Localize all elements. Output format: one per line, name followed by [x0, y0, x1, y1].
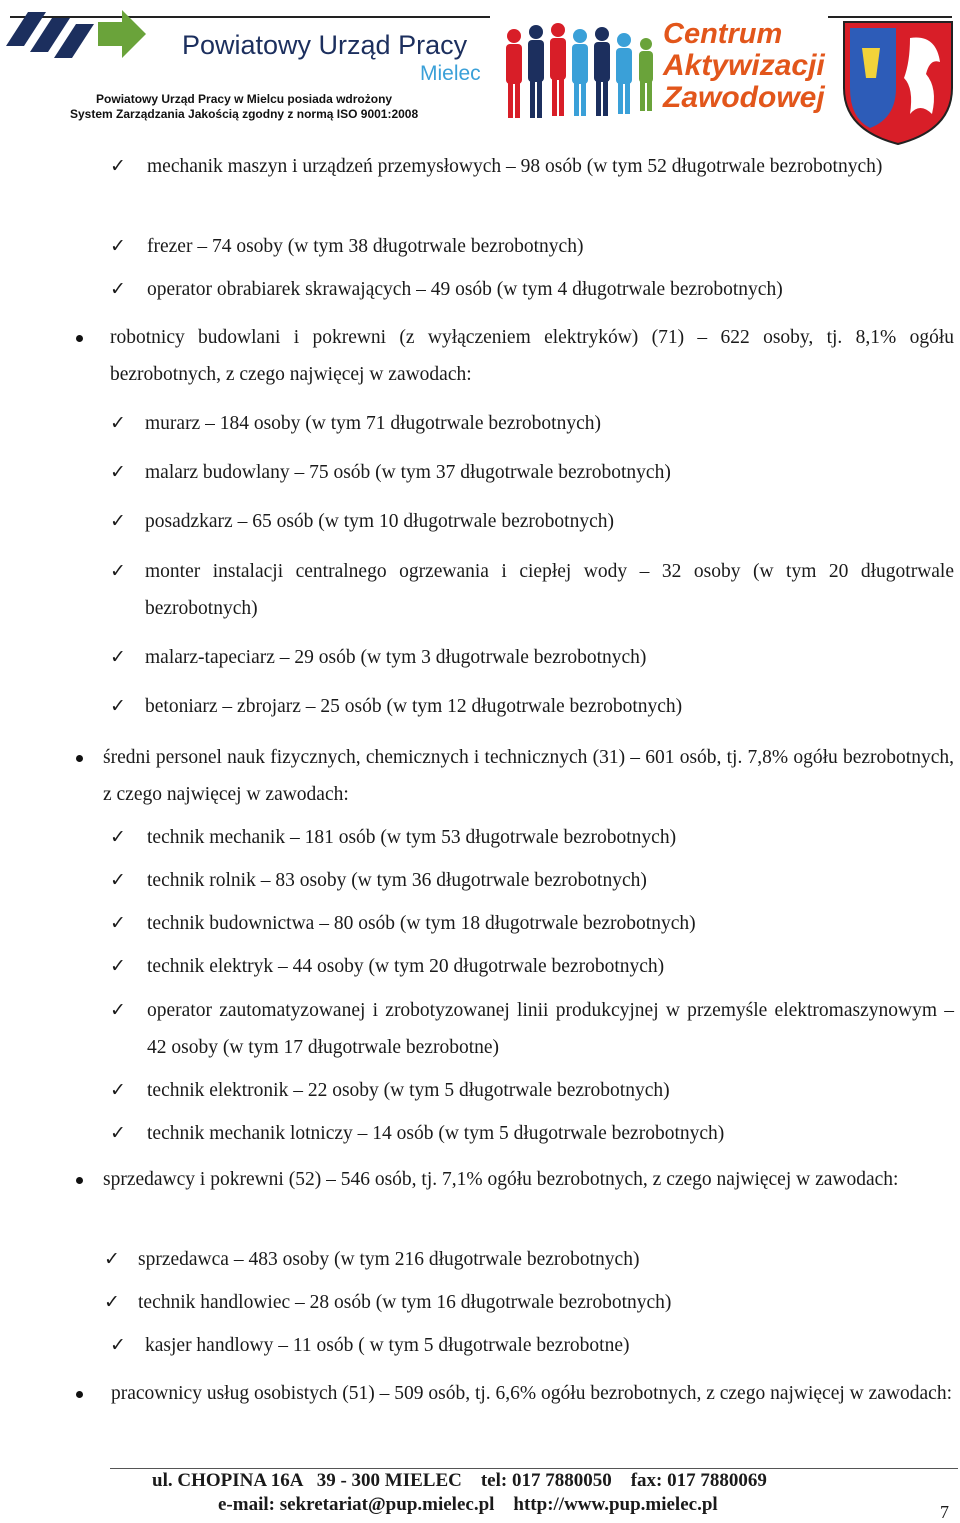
- checkmark-icon: ✓: [110, 912, 126, 934]
- list-item-text: pracownicy usług osobistych (51) – 509 osób, tj. 6,6% ogółu bezrobotnych, z czego najwięcej w zawodach:: [111, 1383, 952, 1404]
- checkmark-icon: ✓: [110, 560, 126, 582]
- list-item-text: betoniarz – zbrojarz – 25 osób (w tym 12 długotrwale bezrobotnych): [145, 696, 683, 717]
- list-item-text: mechanik maszyn i urządzeń przemysłowych – 98 osób (w tym 52 długotrwale bezrobotnych): [147, 156, 883, 177]
- iso-line-1: Powiatowy Urząd Pracy w Mielcu posiada wdrożony: [96, 92, 393, 106]
- list-item-text: średni personel nauk fizycznych, chemicznych i technicznych (31) – 601 osób, tj. 7,8% ogółu bezrobotnych, z czego najwięcej w zawodach:: [103, 747, 954, 805]
- footer-rule: [110, 1468, 958, 1469]
- caz-logo: [663, 18, 825, 114]
- footer-contact: e-mail: sekretariat@pup.mielec.pl http://www.pup.mielec.pl: [218, 1494, 718, 1515]
- checkmark-icon: ✓: [110, 1334, 126, 1356]
- caz-line-3: Zawodowej: [663, 81, 825, 114]
- checkmark-icon: ✓: [110, 278, 126, 300]
- checkmark-icon: ✓: [110, 1122, 126, 1144]
- checkmark-icon: ✓: [104, 1291, 120, 1313]
- list-item-text: malarz-tapeciarz – 29 osób (w tym 3 długotrwale bezrobotnych): [145, 647, 647, 668]
- checkmark-icon: ✓: [110, 1079, 126, 1101]
- checkmark-icon: ✓: [110, 510, 126, 532]
- coat-of-arms-icon: [840, 18, 956, 146]
- checkmark-icon: ✓: [110, 461, 126, 483]
- list-item-text: technik elektryk – 44 osoby (w tym 20 długotrwale bezrobotnych): [147, 956, 665, 977]
- caz-line-1: Centrum: [663, 18, 783, 50]
- caz-line-2: Aktywizacji: [663, 49, 825, 82]
- list-item-text: posadzkarz – 65 osób (w tym 10 długotrwale bezrobotnych): [145, 511, 614, 532]
- list-item-text: robotnicy budowlani i pokrewni (z wyłączeniem elektryków) (71) – 622 osoby, tj. 8,1% ogółu bezrobotnych, z czego najwięcej w zawodach:: [110, 327, 954, 385]
- bullet-icon: [76, 1391, 83, 1398]
- checkmark-icon: ✓: [110, 695, 126, 717]
- list-item-text: monter instalacji centralnego ogrzewania i ciepłej wody – 32 osoby (w tym 20 długotrwale bezrobotnych): [145, 561, 954, 619]
- list-item-text: technik rolnik – 83 osoby (w tym 36 długotrwale bezrobotnych): [147, 870, 647, 891]
- checkmark-icon: ✓: [110, 412, 126, 434]
- list-item-text: kasjer handlowy – 11 osób ( w tym 5 długotrwale bezrobotne): [145, 1335, 630, 1356]
- bullet-icon: [76, 1177, 83, 1184]
- iso-statement: [70, 92, 418, 122]
- footer-address: ul. CHOPINA 16A 39 - 300 MIELEC tel: 017 7880050 fax: 017 7880069: [152, 1470, 767, 1491]
- list-item-text: malarz budowlany – 75 osób (w tym 37 długotrwale bezrobotnych): [145, 462, 671, 483]
- org-name: Powiatowy Urząd Pracy: [182, 30, 468, 60]
- page-number: 7: [940, 1502, 949, 1522]
- list-item-text: operator obrabiarek skrawających – 49 osób (w tym 4 długotrwale bezrobotnych): [147, 279, 783, 300]
- list-item-text: sprzedawcy i pokrewni (52) – 546 osób, tj. 7,1% ogółu bezrobotnych, z czego najwięcej w zawodach:: [103, 1169, 899, 1190]
- org-city: Mielec: [420, 62, 481, 85]
- list-item-text: technik elektronik – 22 osoby (w tym 5 długotrwale bezrobotnych): [147, 1080, 670, 1101]
- checkmark-icon: ✓: [104, 1248, 120, 1270]
- list-item-text: operator zautomatyzowanej i zrobotyzowanej linii produkcyjnej w przemyśle elektromaszynowym – 42 osoby (w tym 17 długotrwale bezrobotne): [147, 1000, 954, 1058]
- list-item-text: sprzedawca – 483 osoby (w tym 216 długotrwale bezrobotnych): [138, 1249, 640, 1270]
- checkmark-icon: ✓: [110, 646, 126, 668]
- list-item-text: murarz – 184 osoby (w tym 71 długotrwale bezrobotnych): [145, 413, 601, 434]
- checkmark-icon: ✓: [110, 869, 126, 891]
- iso-line-2: System Zarządzania Jakością zgodny z normą ISO 9001:2008: [70, 107, 419, 121]
- people-group-icon: [500, 14, 660, 122]
- pup-logo-icon: [6, 4, 146, 64]
- bullet-icon: [76, 335, 83, 342]
- checkmark-icon: ✓: [110, 826, 126, 848]
- list-item-text: technik handlowiec – 28 osób (w tym 16 długotrwale bezrobotnych): [138, 1292, 672, 1313]
- page-header: [0, 0, 960, 135]
- list-item-text: frezer – 74 osoby (w tym 38 długotrwale bezrobotnych): [147, 236, 584, 257]
- checkmark-icon: ✓: [110, 235, 126, 257]
- checkmark-icon: ✓: [110, 999, 126, 1021]
- checkmark-icon: ✓: [110, 955, 126, 977]
- list-item-text: technik budownictwa – 80 osób (w tym 18 długotrwale bezrobotnych): [147, 913, 696, 934]
- list-item-text: technik mechanik lotniczy – 14 osób (w tym 5 długotrwale bezrobotnych): [147, 1123, 725, 1144]
- list-item-text: technik mechanik – 181 osób (w tym 53 długotrwale bezrobotnych): [147, 827, 677, 848]
- bullet-icon: [76, 755, 83, 762]
- checkmark-icon: ✓: [110, 155, 126, 177]
